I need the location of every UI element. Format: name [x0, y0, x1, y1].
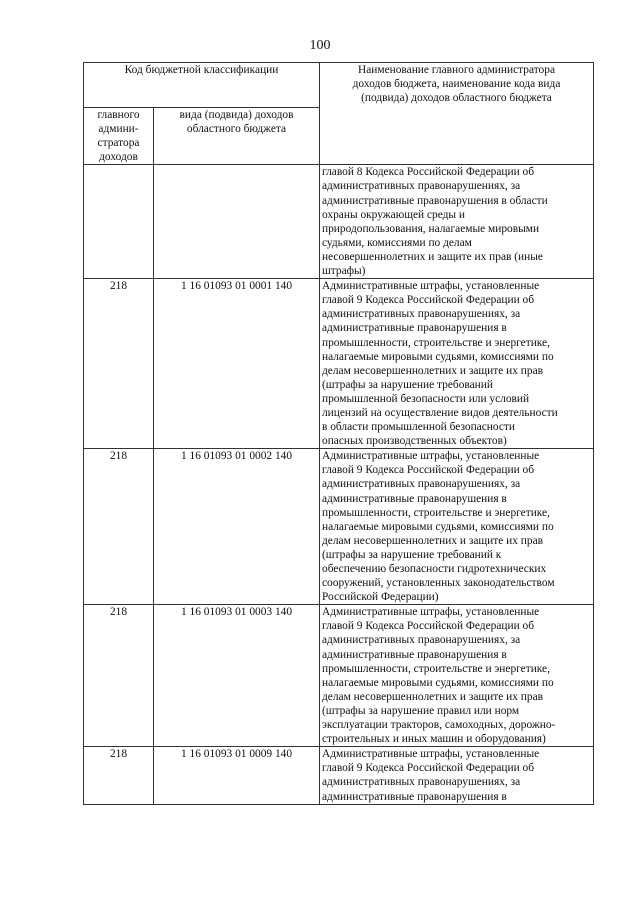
revenue-name-cell: Административные штрафы, установленные главой 9 Кодекса Российской Федерации об административных правонарушениях, за административные правонарушения в промышленности, строительстве и энергетике, налагаемые мировыми судьями, комиссиями по делам несовершеннолетних и защите их прав (штрафы за нарушение требований к обеспечению безопасности гидротехнических сооружений, установленных законодательством Российской Федерации) [320, 449, 594, 605]
table-row [84, 747, 594, 804]
revenue-name-cell: Административные штрафы, установленные главой 9 Кодекса Российской Федерации об административных правонарушениях, за административные правонарушения в промышленности, строительстве и энергетике, налагаемые мировыми судьями, комиссиями по делам несовершеннолетних и защите их прав (штрафы за нарушение правил или норм эксплуатации тракторов, самоходных, дорожно- строительных и иных машин и оборудования) [320, 605, 594, 747]
table-row [84, 165, 594, 279]
revenue-code-cell: 1 16 01093 01 0003 140 [154, 605, 320, 747]
header-name-column: Наименование главного администратора доходов бюджета, наименование кода вида (подвида) доходов областного бюджета [320, 63, 594, 165]
revenue-code-cell: 1 16 01093 01 0009 140 [154, 747, 320, 804]
header-code-column: вида (подвида) доходов областного бюджета [154, 108, 320, 165]
table-row [84, 449, 594, 605]
header-budget-code-group: Код бюджетной классификации [84, 63, 320, 108]
revenue-name-cell: главой 8 Кодекса Российской Федерации об административных правонарушениях, за административные правонарушения в области охраны окружающей среды и природопользования, налагаемые мировыми судьями, комиссиями по делам несовершеннолетних и защите их прав (иные штрафы) [320, 165, 594, 279]
revenue-code-cell: 1 16 01093 01 0002 140 [154, 449, 320, 605]
admin-code-cell: 218 [84, 605, 154, 747]
header-admin-column: главного админи- стратора доходов [84, 108, 154, 165]
table-row [84, 605, 594, 747]
table-row [84, 279, 594, 449]
admin-code-cell: 218 [84, 449, 154, 605]
revenue-code-cell [154, 165, 320, 279]
revenue-name-cell: Административные штрафы, установленные главой 9 Кодекса Российской Федерации об административных правонарушениях, за административные правонарушения в промышленности, строительстве и энергетике, налагаемые мировыми судьями, комиссиями по делам несовершеннолетних и защите их прав (штрафы за нарушение требований промышленной безопасности или условий лицензий на осуществление видов деятельности в области промышленной безопасности опасных производственных объектов) [320, 279, 594, 449]
admin-code-cell: 218 [84, 279, 154, 449]
revenue-name-cell: Административные штрафы, установленные главой 9 Кодекса Российской Федерации об административных правонарушениях, за административные правонарушения в [320, 747, 594, 804]
admin-code-cell [84, 165, 154, 279]
revenue-code-cell: 1 16 01093 01 0001 140 [154, 279, 320, 449]
admin-code-cell: 218 [84, 747, 154, 804]
budget-classification-table [83, 62, 594, 805]
page-number: 100 [309, 38, 331, 53]
